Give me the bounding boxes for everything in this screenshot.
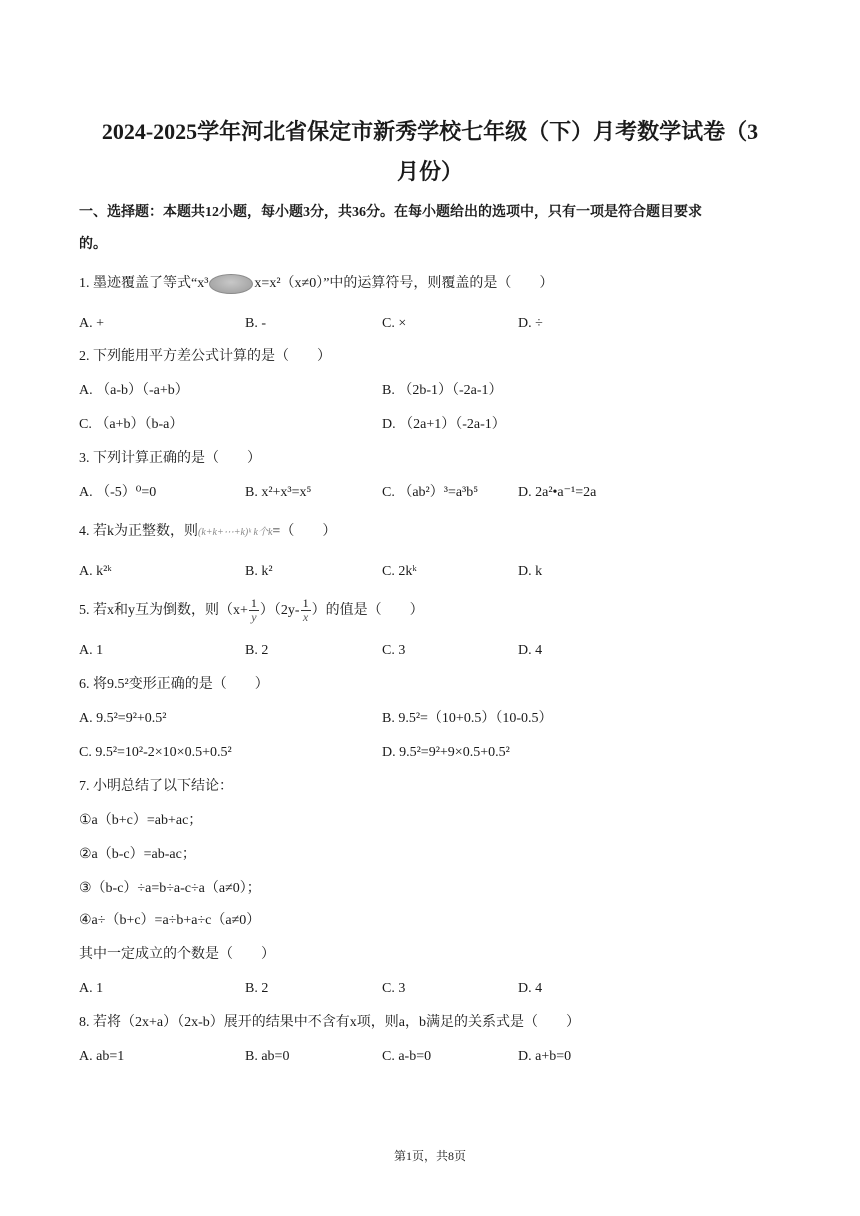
question-8-stem: 8. 若将（2x+a）（2x-b）展开的结果中不含有x项，则a，b满足的关系式是（ ） — [79, 1015, 580, 1030]
question-3-option-b: B. x²+x³=x⁵ — [245, 485, 312, 500]
question-2-option-a: A. （a-b）（-a+b） — [79, 383, 189, 398]
exam-title-line2: 月份） — [396, 159, 463, 184]
question-1-option-b: B. - — [245, 316, 266, 331]
exam-title-line1: 2024-2025学年河北省保定市新秀学校七年级（下）月考数学试卷（3 — [101, 119, 759, 144]
question-3-option-d: D. 2a²•a⁻¹=2a — [518, 485, 597, 500]
question-3-option-c: C. （ab²）³=a³b⁵ — [382, 485, 479, 500]
question-7-stem: 7. 小明总结了以下结论： — [79, 779, 233, 794]
question-3-stem: 3. 下列计算正确的是（ ） — [79, 451, 261, 466]
question-6-option-a: A. 9.5²=9²+0.5² — [79, 711, 167, 726]
question-2-option-d: D. （2a+1）（-2a-1） — [382, 417, 506, 432]
fraction-1-over-x — [301, 597, 311, 624]
question-7-option-c: C. 3 — [382, 981, 406, 996]
question-7-conclusion-4: ④a÷（b+c）=a÷b+a÷c（a≠0） — [79, 913, 261, 928]
question-1-stem-part-b: x=x²（x≠0）”中的运算符号，则覆盖的是（ ） — [254, 276, 554, 292]
question-7-option-d: D. 4 — [518, 981, 543, 996]
question-5-stem-part-a: 5. 若x和y互为倒数，则（x+ — [79, 603, 248, 618]
question-6-option-c: C. 9.5²=10²-2×10×0.5+0.5² — [79, 745, 232, 760]
question-6-stem: 6. 将9.5²变形正确的是（ ） — [79, 677, 269, 692]
question-2-stem: 2. 下列能用平方差公式计算的是（ ） — [79, 349, 331, 364]
ink-blot-icon — [209, 274, 253, 294]
question-4-option-b: B. k² — [245, 564, 273, 579]
question-4-option-c: C. 2kᵏ — [382, 564, 417, 579]
page-footer: 第1页，共8页 — [393, 1149, 466, 1163]
question-1-option-d: D. ÷ — [518, 316, 543, 331]
question-7-conclusion-3: ③（b-c）÷a=b÷a-c÷a（a≠0）； — [79, 881, 261, 896]
question-8-option-c: C. a-b=0 — [382, 1049, 432, 1064]
question-4-option-a: A. k²ᵏ — [79, 564, 112, 579]
question-8-option-b: B. ab=0 — [245, 1049, 290, 1064]
question-4-option-d: D. k — [518, 564, 543, 579]
question-7-conclusion-2: ②a（b-c）=ab-ac； — [79, 847, 196, 862]
question-7-ask: 其中一定成立的个数是（ ） — [79, 947, 275, 962]
question-7-option-b: B. 2 — [245, 981, 269, 996]
question-4-stem — [79, 522, 336, 543]
fraction-numerator: 1 — [302, 596, 309, 611]
question-5-option-a: A. 1 — [79, 643, 104, 658]
question-8-option-d: D. a+b=0 — [518, 1049, 572, 1064]
section-instructions-line2: 的。 — [79, 237, 107, 252]
fraction-1-over-y — [249, 597, 259, 624]
section-instructions-line1: 一、选择题：本题共12小题，每小题3分，共36分。在每小题给出的选项中，只有一项是符合题目要求 — [79, 205, 702, 220]
fraction-denominator: y — [251, 610, 257, 625]
question-5-stem — [79, 597, 424, 625]
question-2-option-c: C. （a+b）（b-a） — [79, 417, 184, 432]
question-4-stem-part-a: 4. 若k为正整数，则 — [79, 524, 198, 539]
question-5-option-b: B. 2 — [245, 643, 269, 658]
question-1-stem-part-a: 1. 墨迹覆盖了等式“x³ — [79, 276, 209, 292]
question-5-option-d: D. 4 — [518, 643, 543, 658]
question-4-stem-part-b: =（ ） — [272, 524, 337, 539]
question-5-stem-part-b: ）（2y- — [259, 603, 300, 618]
question-6-option-b: B. 9.5²=（10+0.5）（10-0.5） — [382, 711, 553, 726]
question-2-option-b: B. （2b-1）（-2a-1） — [382, 383, 503, 398]
question-1-stem — [79, 274, 553, 294]
question-3-option-a: A. （-5）⁰=0 — [79, 485, 157, 500]
fraction-numerator: 1 — [250, 596, 257, 611]
question-1-option-a: A. + — [79, 316, 105, 331]
question-1-option-c: C. × — [382, 316, 407, 331]
question-5-stem-part-c: ）的值是（ ） — [311, 603, 424, 618]
question-8-option-a: A. ab=1 — [79, 1049, 125, 1064]
question-5-option-c: C. 3 — [382, 643, 406, 658]
fraction-denominator: x — [302, 610, 309, 625]
question-6-option-d: D. 9.5²=9²+9×0.5+0.5² — [382, 745, 510, 760]
question-7-option-a: A. 1 — [79, 981, 104, 996]
question-4-expression-image: (k+k+⋯+k)ᵏ k个k — [198, 527, 273, 538]
question-7-conclusion-1: ①a（b+c）=ab+ac； — [79, 813, 203, 828]
